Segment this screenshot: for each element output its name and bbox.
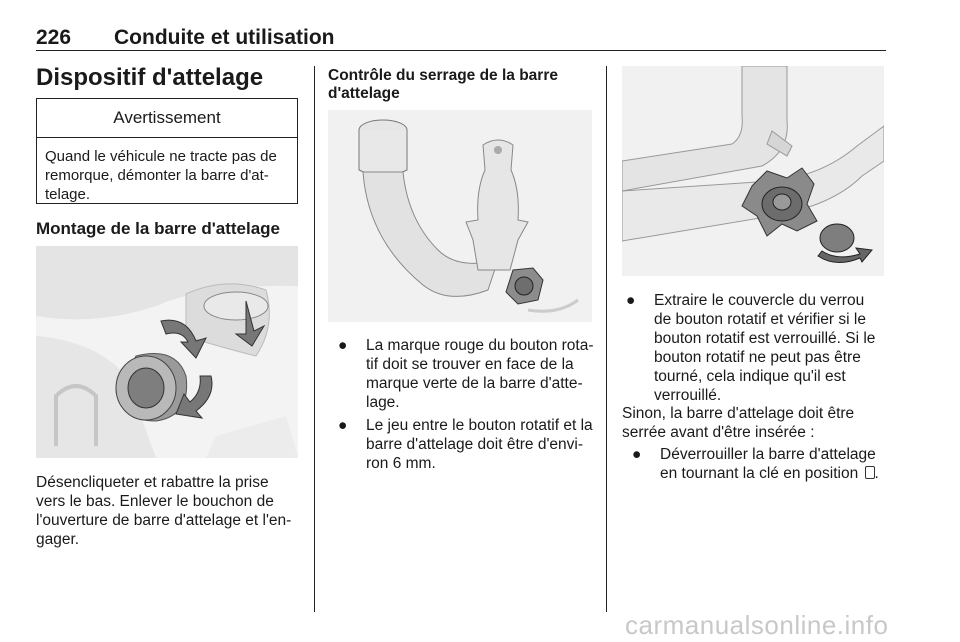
bullet-line: ron 6 mm. [366,455,436,472]
bullet-line: La marque rouge du bouton rota- [366,337,594,354]
tow-bar-illustration-icon [328,110,592,322]
subheading-line: d'attelage [328,85,400,102]
watermark: carmanualsonline.info [625,610,889,640]
bullet-line-with-key [660,464,900,483]
tow-socket-illustration-icon [36,246,298,458]
mounting-subheading: Montage de la barre d'attelage [36,219,280,238]
chapter-title: Conduite et utilisation [114,26,335,49]
bullet-line: de bouton rotatif et vérifier si le [654,311,866,328]
subheading-line: Contrôle du serrage de la barre [328,67,558,84]
bullet-line: verrouillé. [654,387,722,404]
warning-line: telage. [45,186,91,203]
paragraph-line: Désencliqueter et rabattre la prise [36,474,269,491]
bullet-dot: ● [626,292,636,309]
warning-box [36,98,298,204]
bullet-dot: ● [338,337,348,354]
bullet-line: tourné, cela indique qu'il est [654,368,846,385]
page-number: 226 [36,26,72,49]
column-divider-1 [314,66,315,612]
bullet-line: en tournant la clé en position [660,465,859,482]
bullet-line: Extraire le couvercle du verrou [654,292,865,309]
check-subheading [328,67,558,103]
bullet-line: Le jeu entre le bouton rotatif et la [366,417,593,434]
paragraph-line: gager. [36,531,80,548]
bullet-line: barre d'attelage doit être d'envi- [366,436,584,453]
warning-title: Avertissement [37,99,297,138]
page-header [36,22,886,51]
paragraph-line: Sinon, la barre d'attelage doit être [622,405,855,422]
bullet-dot: ● [338,417,348,434]
bullet-line: bouton rotatif ne peut pas être [654,349,861,366]
bullet-line: lage. [366,394,400,411]
warning-text [37,138,297,204]
bullet-line: tif doit se trouver en face de la [366,356,574,373]
column-divider-2 [606,66,607,612]
bullet-line: bouton rotatif est verrouillé. Si le [654,330,876,347]
warning-line: remorque, démonter la barre d'at- [45,167,269,184]
bullet-line: Déverrouiller la barre d'attelage [660,446,876,463]
section-title: Dispositif d'attelage [36,64,264,91]
paragraph-line: serrée avant d'être insérée : [622,424,815,441]
paragraph-line: vers le bas. Enlever le bouchon de [36,493,274,510]
unlock-key-icon [865,466,875,479]
mounting-paragraph [36,473,291,549]
lock-paragraph [622,404,854,442]
paragraph-line: l'ouverture de barre d'attelage et l'en- [36,512,292,529]
lock-knob-illustration-icon [622,66,884,276]
bullet-end: . [874,465,879,482]
bullet-line: marque verte de la barre d'atte- [366,375,583,392]
bullet-dot: ● [632,446,642,463]
warning-line: Quand le véhicule ne tracte pas de [45,148,277,165]
